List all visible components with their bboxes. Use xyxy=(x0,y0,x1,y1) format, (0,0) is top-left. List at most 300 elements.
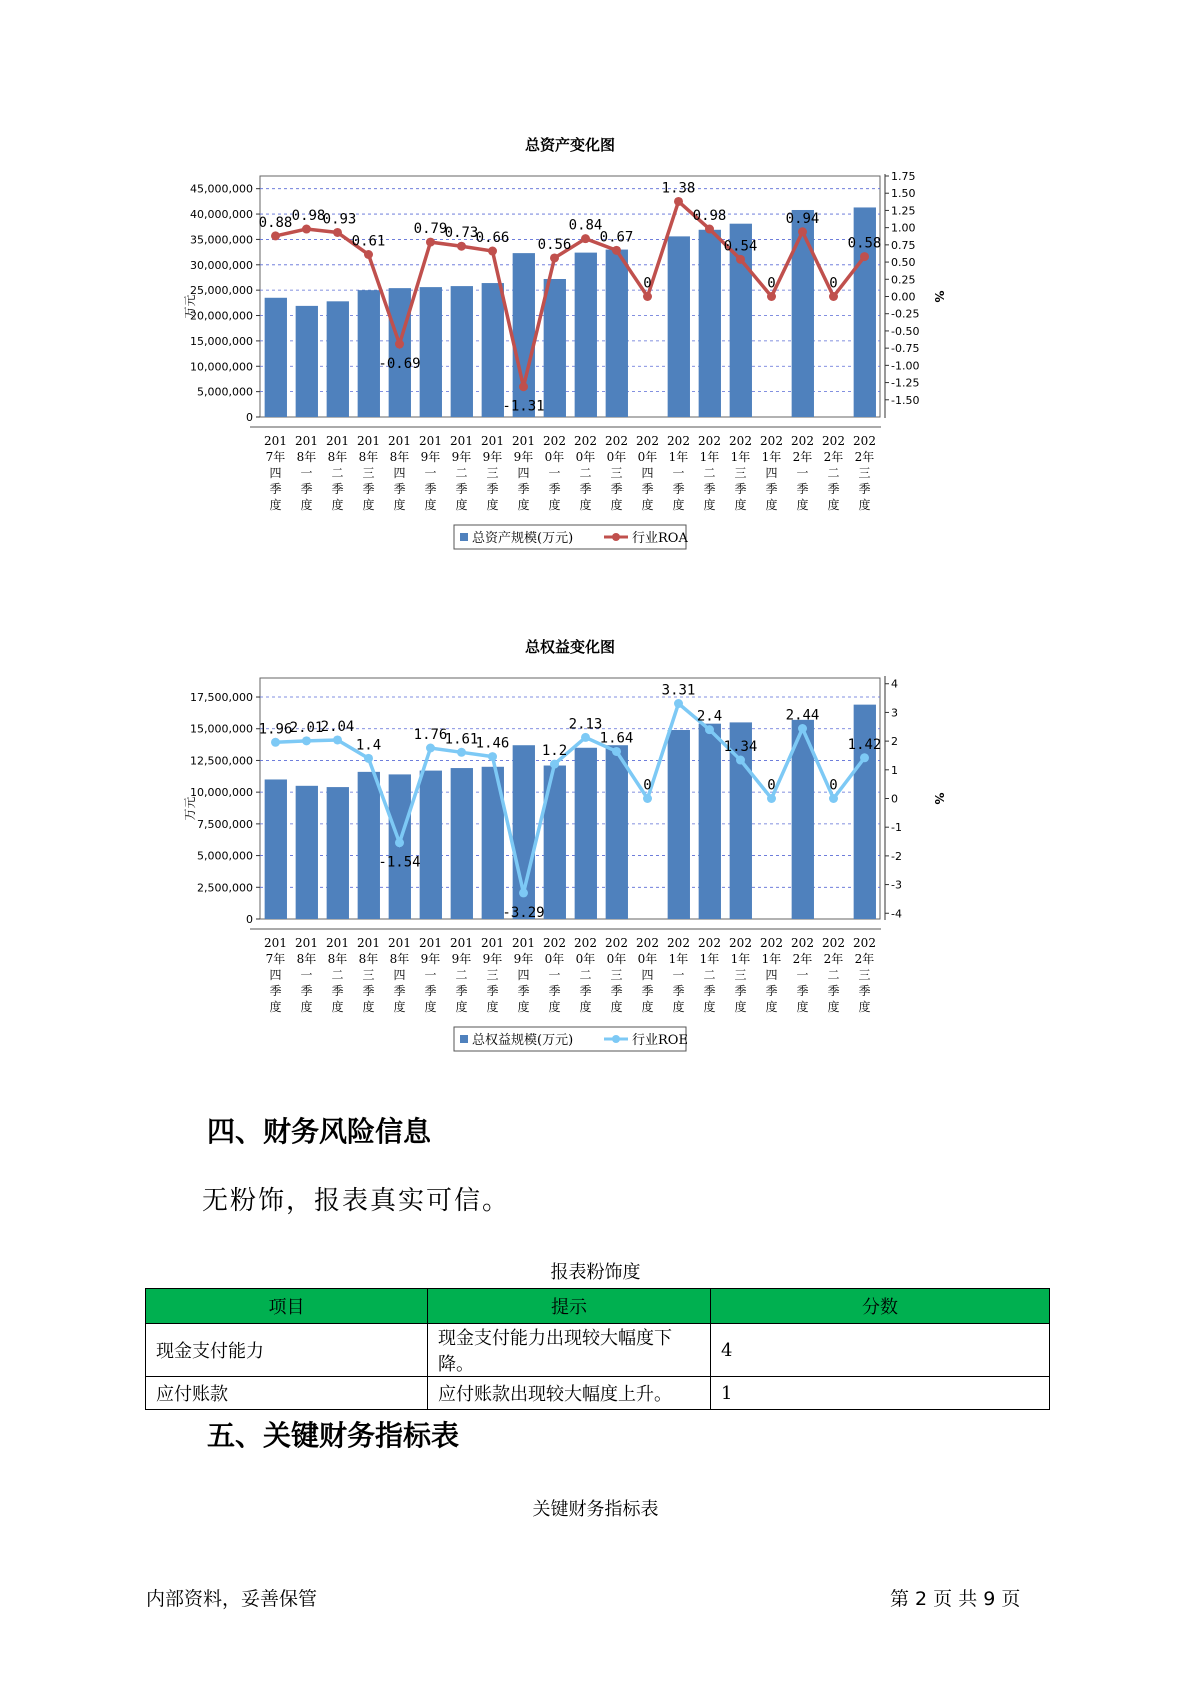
y2-tick-label: 3 xyxy=(891,706,898,720)
y2-tick-label: -3 xyxy=(891,878,902,892)
x-tick-label: 202 xyxy=(543,936,566,950)
data-label: 1.34 xyxy=(723,739,758,756)
risk-table-header-row xyxy=(146,1289,1050,1324)
x-tick-label: 9年 xyxy=(420,450,441,464)
bar xyxy=(575,253,597,417)
y-tick-label: 20,000,000 xyxy=(190,309,253,323)
table-row xyxy=(146,1324,1050,1377)
bar xyxy=(668,236,690,417)
y-tick-label: 15,000,000 xyxy=(190,722,253,736)
bar xyxy=(699,230,721,417)
y2-tick-label: 0 xyxy=(891,792,898,806)
line-point xyxy=(302,736,311,745)
x-tick-label: 二 xyxy=(703,466,716,480)
x-tick-label: 季 xyxy=(517,482,530,496)
x-tick-label: 度 xyxy=(672,1000,685,1014)
x-tick-label: 度 xyxy=(641,498,654,512)
x-tick-label: 季 xyxy=(796,984,809,998)
data-label: 0.67 xyxy=(599,229,634,246)
y-tick-label: 35,000,000 xyxy=(190,233,253,247)
y2-tick-label: -1.25 xyxy=(891,376,920,390)
x-tick-label: 8年 xyxy=(327,952,348,966)
x-tick-label: 季 xyxy=(486,984,499,998)
x-tick-label: 202 xyxy=(667,434,690,448)
x-tick-label: 9年 xyxy=(482,952,503,966)
line-point xyxy=(395,838,404,847)
x-tick-label: 二 xyxy=(579,968,592,982)
x-tick-label: 度 xyxy=(455,1000,468,1014)
x-tick-label: 201 xyxy=(264,434,287,448)
data-label: 0 xyxy=(767,777,776,794)
x-tick-label: 9年 xyxy=(451,450,472,464)
bar xyxy=(668,730,690,919)
y-tick-label: 10,000,000 xyxy=(190,786,253,800)
x-tick-label: 201 xyxy=(481,434,504,448)
x-tick-label: 二 xyxy=(331,968,344,982)
x-tick-label: 度 xyxy=(269,498,282,512)
x-tick-label: 一 xyxy=(548,968,561,982)
line-point xyxy=(705,225,714,234)
x-tick-label: 季 xyxy=(455,482,468,496)
x-tick-label: 1年 xyxy=(761,952,782,966)
x-tick-label: 季 xyxy=(424,482,437,496)
total-equity-chart-svg xyxy=(180,640,960,1080)
x-tick-label: 202 xyxy=(822,434,845,448)
x-tick-label: 季 xyxy=(765,482,778,496)
x-tick-label: 1年 xyxy=(668,450,689,464)
x-tick-label: 201 xyxy=(450,434,473,448)
line-point xyxy=(860,252,869,261)
x-tick-label: 0年 xyxy=(544,952,565,966)
x-tick-label: 度 xyxy=(424,1000,437,1014)
x-tick-label: 季 xyxy=(548,984,561,998)
x-tick-label: 8年 xyxy=(358,450,379,464)
x-tick-label: 度 xyxy=(517,1000,530,1014)
x-tick-label: 201 xyxy=(481,936,504,950)
line-point xyxy=(550,760,559,769)
x-tick-label: 度 xyxy=(641,1000,654,1014)
data-label: -1.54 xyxy=(378,854,421,871)
line-point xyxy=(519,888,528,897)
bar xyxy=(451,768,473,919)
x-tick-label: 2年 xyxy=(823,952,844,966)
line-point xyxy=(798,227,807,236)
legend-bar-swatch xyxy=(460,1035,468,1043)
x-tick-label: 度 xyxy=(579,1000,592,1014)
x-tick-label: 9年 xyxy=(482,450,503,464)
x-tick-label: 202 xyxy=(574,434,597,448)
data-label: -1.31 xyxy=(502,398,545,415)
y2-tick-label: 1.50 xyxy=(891,187,916,201)
bar xyxy=(358,290,380,417)
x-tick-label: 202 xyxy=(698,434,721,448)
risk-summary-text: 无粉饰，报表真实可信。 xyxy=(202,1186,511,1216)
x-tick-label: 四 xyxy=(269,466,282,480)
x-tick-label: 季 xyxy=(331,984,344,998)
y-tick-label: 12,500,000 xyxy=(190,754,253,768)
y2-tick-label: 0.00 xyxy=(891,290,916,304)
cell-item: 现金支付能力 xyxy=(146,1324,428,1377)
x-tick-label: 201 xyxy=(512,936,535,950)
y2-tick-label: 1.00 xyxy=(891,221,916,235)
x-tick-label: 度 xyxy=(672,498,685,512)
legend-line-label: 行业ROA xyxy=(632,531,688,546)
x-tick-label: 201 xyxy=(357,936,380,950)
x-tick-label: 9年 xyxy=(513,450,534,464)
x-tick-label: 四 xyxy=(269,968,282,982)
x-tick-label: 度 xyxy=(827,1000,840,1014)
data-label: 0 xyxy=(643,777,652,794)
y-tick-label: 7,500,000 xyxy=(197,817,253,831)
line-point xyxy=(612,246,621,255)
data-label: 0.66 xyxy=(475,230,510,247)
legend-line-label: 行业ROE xyxy=(632,1033,688,1048)
bar xyxy=(606,250,628,417)
line-point xyxy=(364,250,373,259)
x-tick-label: 202 xyxy=(791,936,814,950)
x-tick-label: 季 xyxy=(455,984,468,998)
x-tick-label: 度 xyxy=(331,498,344,512)
data-label: 0.61 xyxy=(351,233,386,250)
y2-tick-label: -1.00 xyxy=(891,359,920,373)
x-tick-label: 201 xyxy=(388,434,411,448)
x-tick-label: 度 xyxy=(362,1000,375,1014)
line-point xyxy=(519,382,528,391)
x-tick-label: 度 xyxy=(703,1000,716,1014)
data-label: 1.2 xyxy=(541,743,568,760)
x-tick-label: 二 xyxy=(703,968,716,982)
x-tick-label: 一 xyxy=(300,968,313,982)
bar xyxy=(389,288,411,417)
x-tick-label: 0年 xyxy=(606,450,627,464)
x-tick-label: 度 xyxy=(703,498,716,512)
x-tick-label: 季 xyxy=(269,984,282,998)
x-tick-label: 1年 xyxy=(699,952,720,966)
x-tick-label: 度 xyxy=(827,498,840,512)
y-tick-label: 5,000,000 xyxy=(197,849,253,863)
x-tick-label: 季 xyxy=(703,482,716,496)
chart-title: 总资产变化图 xyxy=(524,136,616,154)
y2-tick-label: 1 xyxy=(891,763,898,777)
bar xyxy=(327,787,349,919)
x-tick-label: 季 xyxy=(362,482,375,496)
risk-table xyxy=(145,1288,1050,1410)
data-label: 2.4 xyxy=(696,708,723,725)
line-point xyxy=(612,747,621,756)
line-point xyxy=(488,752,497,761)
x-tick-label: 201 xyxy=(419,434,442,448)
kfi-table-caption: 关键财务指标表 xyxy=(532,1499,659,1520)
bar xyxy=(513,253,535,417)
y-tick-label: 30,000,000 xyxy=(190,258,253,272)
x-tick-label: 7年 xyxy=(265,952,286,966)
x-tick-label: 季 xyxy=(393,482,406,496)
data-label: 0 xyxy=(767,275,776,292)
x-tick-label: 度 xyxy=(765,498,778,512)
x-tick-label: 度 xyxy=(796,498,809,512)
line-point xyxy=(488,247,497,256)
cell-score: 4 xyxy=(711,1324,1050,1377)
line-point xyxy=(767,292,776,301)
data-label: 0.98 xyxy=(291,208,326,225)
x-tick-label: 0年 xyxy=(637,450,658,464)
data-label: 0.98 xyxy=(692,208,727,225)
y2-tick-label: -1 xyxy=(891,821,902,835)
x-tick-label: 7年 xyxy=(265,450,286,464)
x-tick-label: 四 xyxy=(517,968,530,982)
x-tick-label: 度 xyxy=(300,1000,313,1014)
bar xyxy=(792,210,814,417)
y2-tick-label: -2 xyxy=(891,849,902,863)
y-tick-label: 5,000,000 xyxy=(197,385,253,399)
line-point xyxy=(271,738,280,747)
legend-bar-swatch xyxy=(460,533,468,541)
x-tick-label: 一 xyxy=(300,466,313,480)
x-tick-label: 季 xyxy=(858,482,871,496)
bar xyxy=(420,287,442,417)
line-point xyxy=(860,753,869,762)
line-point xyxy=(581,234,590,243)
x-tick-label: 度 xyxy=(486,1000,499,1014)
bar xyxy=(358,772,380,919)
line-point xyxy=(643,292,652,301)
x-tick-label: 季 xyxy=(858,984,871,998)
x-tick-label: 三 xyxy=(362,968,375,982)
line-point xyxy=(581,733,590,742)
y-tick-label: 45,000,000 xyxy=(190,182,253,196)
x-tick-label: 度 xyxy=(858,1000,871,1014)
x-tick-label: 季 xyxy=(269,482,282,496)
x-tick-label: 季 xyxy=(827,984,840,998)
x-tick-label: 9年 xyxy=(451,952,472,966)
x-tick-label: 202 xyxy=(605,434,628,448)
data-label: 0.88 xyxy=(258,214,293,231)
x-tick-label: 202 xyxy=(760,434,783,448)
bar xyxy=(575,748,597,919)
x-tick-label: 三 xyxy=(486,968,499,982)
data-label: 1.76 xyxy=(413,727,448,744)
line-point xyxy=(674,197,683,206)
bar xyxy=(265,779,287,919)
x-tick-label: 季 xyxy=(641,482,654,496)
y2-tick-label: -0.50 xyxy=(891,324,920,338)
x-tick-label: 季 xyxy=(548,482,561,496)
legend-bar-label: 总权益规模(万元) xyxy=(472,1033,574,1048)
data-label: 2.04 xyxy=(320,718,355,735)
y-tick-label: 15,000,000 xyxy=(190,334,253,348)
x-tick-label: 201 xyxy=(295,434,318,448)
x-tick-label: 四 xyxy=(641,466,654,480)
data-label: 1.46 xyxy=(475,735,510,752)
cell-score: 1 xyxy=(711,1377,1050,1410)
x-tick-label: 四 xyxy=(765,968,778,982)
x-tick-label: 一 xyxy=(672,466,685,480)
data-label: 3.31 xyxy=(661,682,696,699)
chart-title: 总权益变化图 xyxy=(524,638,616,656)
x-tick-label: 一 xyxy=(548,466,561,480)
line-point xyxy=(550,253,559,262)
x-tick-label: 度 xyxy=(517,498,530,512)
x-tick-label: 三 xyxy=(610,968,623,982)
data-label: 1.42 xyxy=(847,736,882,753)
x-tick-label: 二 xyxy=(331,466,344,480)
line-point xyxy=(364,754,373,763)
x-tick-label: 季 xyxy=(579,482,592,496)
kfi-section-heading: 五、关键财务指标表 xyxy=(207,1419,460,1452)
x-tick-label: 一 xyxy=(796,968,809,982)
x-tick-label: 201 xyxy=(326,936,349,950)
x-tick-label: 度 xyxy=(548,498,561,512)
x-tick-label: 季 xyxy=(672,482,685,496)
x-tick-label: 2年 xyxy=(854,952,875,966)
x-tick-label: 202 xyxy=(791,434,814,448)
x-tick-label: 0年 xyxy=(606,952,627,966)
total-assets-chart-svg xyxy=(180,138,960,578)
y2-tick-label: 1.25 xyxy=(891,204,916,218)
header-item: 项目 xyxy=(146,1289,428,1324)
line-point xyxy=(457,242,466,251)
cell-hint: 现金支付能力出现较大幅度下降。 xyxy=(428,1324,711,1377)
x-tick-label: 季 xyxy=(362,984,375,998)
x-tick-label: 202 xyxy=(636,936,659,950)
data-label: -3.29 xyxy=(502,904,545,921)
y2-tick-label: 0.50 xyxy=(891,256,916,270)
x-tick-label: 1年 xyxy=(730,952,751,966)
y2-tick-label: -0.75 xyxy=(891,342,920,356)
x-tick-label: 三 xyxy=(858,466,871,480)
x-tick-label: 三 xyxy=(486,466,499,480)
x-tick-label: 0年 xyxy=(575,450,596,464)
x-tick-label: 度 xyxy=(455,498,468,512)
data-label: 1.61 xyxy=(444,731,479,748)
x-tick-label: 四 xyxy=(765,466,778,480)
cell-hint: 应付账款出现较大幅度上升。 xyxy=(428,1377,711,1410)
x-tick-label: 季 xyxy=(703,984,716,998)
x-tick-label: 8年 xyxy=(358,952,379,966)
x-tick-label: 度 xyxy=(486,498,499,512)
x-tick-label: 一 xyxy=(424,466,437,480)
x-tick-label: 度 xyxy=(548,1000,561,1014)
legend-line-marker xyxy=(612,533,620,541)
x-tick-label: 四 xyxy=(517,466,530,480)
x-tick-label: 201 xyxy=(295,936,318,950)
x-tick-label: 9年 xyxy=(420,952,441,966)
header-score: 分数 xyxy=(711,1289,1050,1324)
x-tick-label: 0年 xyxy=(637,952,658,966)
x-tick-label: 三 xyxy=(858,968,871,982)
x-tick-label: 季 xyxy=(300,482,313,496)
x-tick-label: 季 xyxy=(610,482,623,496)
y-tick-label: 10,000,000 xyxy=(190,360,253,374)
data-label: 0.84 xyxy=(568,217,603,234)
x-tick-label: 202 xyxy=(853,936,876,950)
x-tick-label: 二 xyxy=(579,466,592,480)
x-tick-label: 1年 xyxy=(730,450,751,464)
x-tick-label: 2年 xyxy=(854,450,875,464)
y2-tick-label: -1.50 xyxy=(891,393,920,407)
y-tick-label: 0 xyxy=(246,913,253,926)
line-point xyxy=(302,225,311,234)
line-point xyxy=(674,699,683,708)
x-tick-label: 201 xyxy=(388,936,411,950)
legend-bar-label: 总资产规模(万元) xyxy=(472,531,574,546)
x-tick-label: 四 xyxy=(393,968,406,982)
y-tick-label: 40,000,000 xyxy=(190,208,253,222)
x-tick-label: 三 xyxy=(610,466,623,480)
x-tick-label: 度 xyxy=(300,498,313,512)
x-tick-label: 度 xyxy=(765,1000,778,1014)
bar xyxy=(606,745,628,919)
x-tick-label: 三 xyxy=(362,466,375,480)
x-tick-label: 1年 xyxy=(668,952,689,966)
x-tick-label: 季 xyxy=(393,984,406,998)
line-point xyxy=(798,724,807,733)
x-tick-label: 度 xyxy=(610,498,623,512)
y-tick-label: 0 xyxy=(246,411,253,424)
total-equity-chart xyxy=(180,640,960,1080)
x-tick-label: 2年 xyxy=(792,450,813,464)
x-tick-label: 一 xyxy=(796,466,809,480)
data-label: -0.69 xyxy=(378,356,421,373)
data-label: 0.58 xyxy=(847,235,882,252)
x-tick-label: 二 xyxy=(455,968,468,982)
x-tick-label: 一 xyxy=(672,968,685,982)
data-label: 2.01 xyxy=(289,719,324,736)
x-tick-label: 201 xyxy=(326,434,349,448)
data-label: 0.54 xyxy=(723,238,758,255)
data-label: 1.64 xyxy=(599,730,634,747)
x-tick-label: 度 xyxy=(362,498,375,512)
x-tick-label: 度 xyxy=(734,1000,747,1014)
x-tick-label: 0年 xyxy=(544,450,565,464)
x-tick-label: 201 xyxy=(419,936,442,950)
x-tick-label: 一 xyxy=(424,968,437,982)
y-tick-label: 25,000,000 xyxy=(190,284,253,298)
data-label: 2.13 xyxy=(568,716,603,733)
x-tick-label: 度 xyxy=(610,1000,623,1014)
x-tick-label: 201 xyxy=(357,434,380,448)
x-tick-label: 季 xyxy=(734,482,747,496)
risk-section-heading: 四、财务风险信息 xyxy=(207,1115,432,1148)
y2-tick-label: 2 xyxy=(891,735,898,749)
x-tick-label: 202 xyxy=(853,434,876,448)
total-assets-chart xyxy=(180,138,960,578)
x-tick-label: 度 xyxy=(579,498,592,512)
x-tick-label: 四 xyxy=(393,466,406,480)
x-tick-label: 2年 xyxy=(823,450,844,464)
x-tick-label: 度 xyxy=(734,498,747,512)
x-tick-label: 8年 xyxy=(389,450,410,464)
line-point xyxy=(829,292,838,301)
line-point xyxy=(426,744,435,753)
x-tick-label: 三 xyxy=(734,968,747,982)
line-point xyxy=(426,238,435,247)
x-tick-label: 202 xyxy=(543,434,566,448)
x-tick-label: 202 xyxy=(822,936,845,950)
line-point xyxy=(395,340,404,349)
line-point xyxy=(767,794,776,803)
bar xyxy=(296,306,318,417)
data-label: 1.4 xyxy=(355,737,382,754)
y2-tick-label: 1.75 xyxy=(891,170,916,183)
bar xyxy=(296,786,318,919)
x-tick-label: 0年 xyxy=(575,952,596,966)
x-tick-label: 8年 xyxy=(327,450,348,464)
x-tick-label: 季 xyxy=(827,482,840,496)
data-label: 0.79 xyxy=(413,221,448,238)
x-tick-label: 二 xyxy=(455,466,468,480)
data-label: 0 xyxy=(829,777,838,794)
